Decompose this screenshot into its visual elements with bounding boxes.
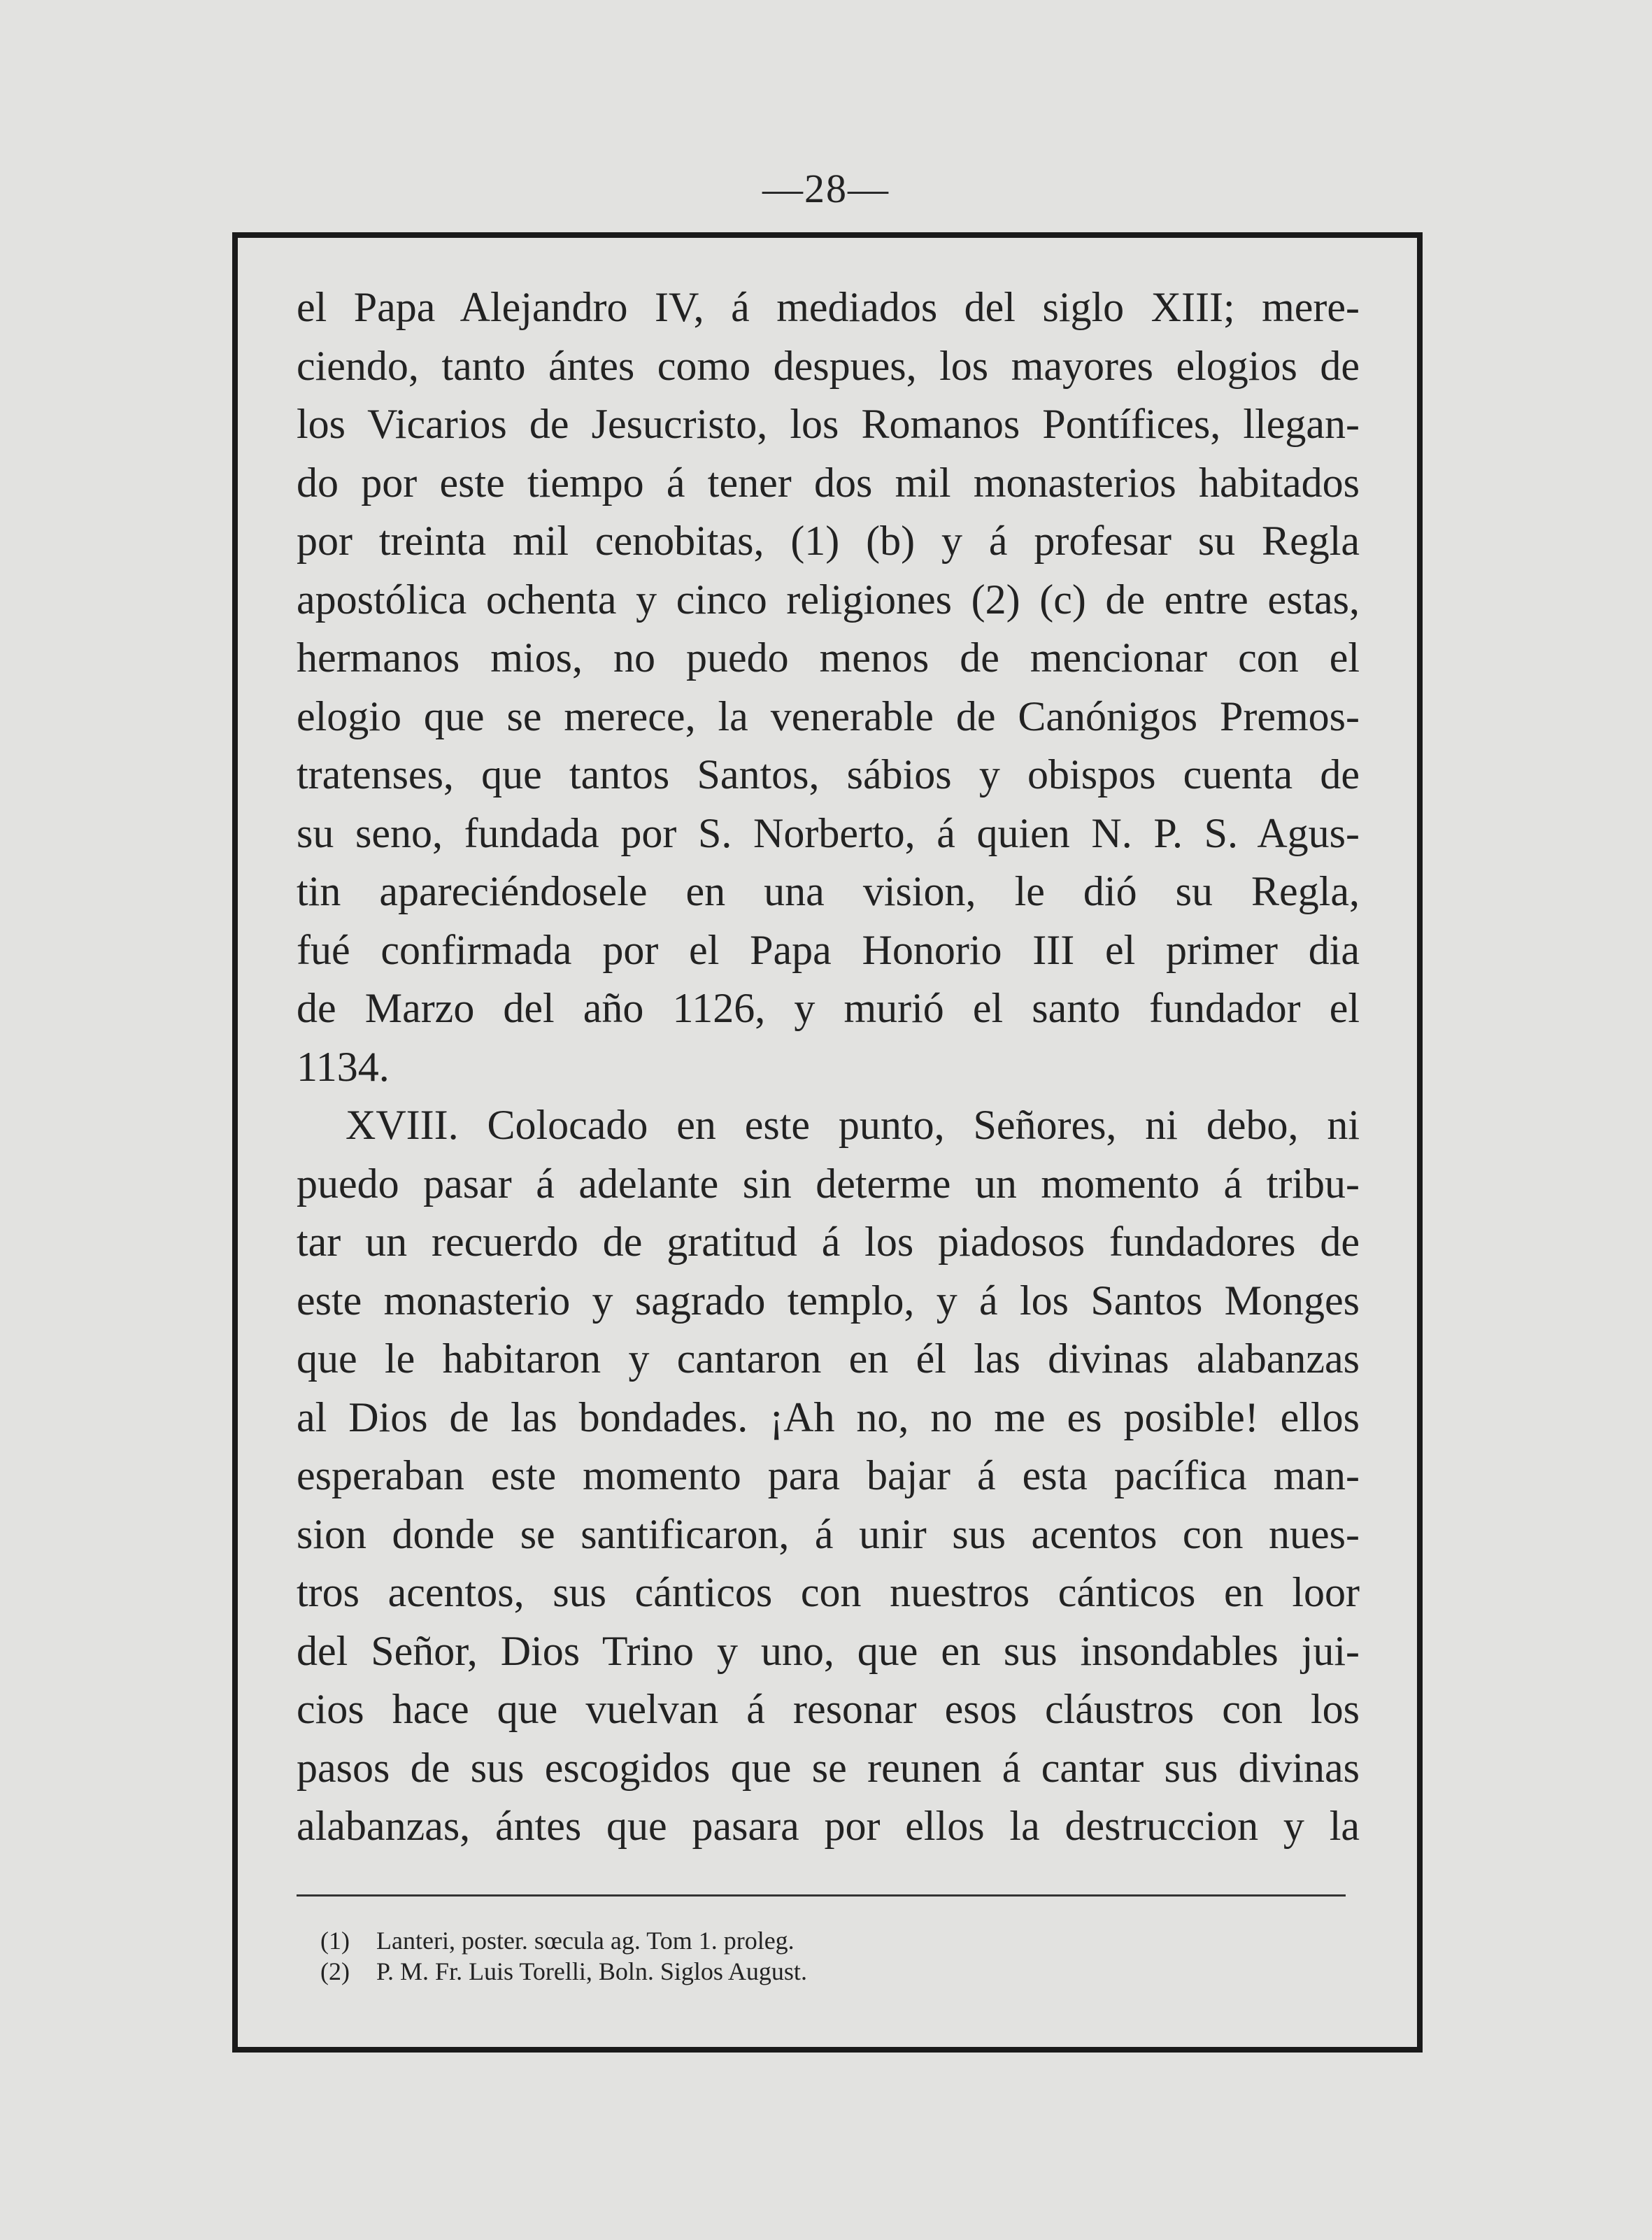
text-line: esperaban este momento para bajar á esta pacífica man- [297,1452,1360,1498]
text-line: pasos de sus escogidos que se reunen á cantar sus divinas [297,1744,1360,1791]
text-line: 1134. [297,1043,390,1090]
text-line: al Dios de las bondades. ¡Ah no, no me es posible! ellos [297,1394,1360,1440]
body-text [297,278,1360,1856]
footnote-2 [320,1956,807,1987]
text-line: del Señor, Dios Trino y uno, que en sus insondables jui- [297,1627,1360,1674]
footnotes [320,1925,807,1987]
text-line: tratenses, que tantos Santos, sábios y obispos cuenta de [297,751,1360,798]
text-line: fué confirmada por el Papa Honorio III el primer dia [297,926,1360,973]
text-line: hermanos mios, no puedo menos de mencionar con el [297,635,1360,681]
text-line: do por este tiempo á tener dos mil monasterios habitados [297,459,1360,506]
text-line: elogio que se merece, la venerable de Canónigos Premos- [297,693,1360,739]
text-line: su seno, fundada por S. Norberto, á quien N. P. S. Agus- [297,809,1360,856]
footnote-text: Lanteri, poster. sœcula ag. Tom 1. proleg. [376,1927,795,1955]
text-line: tin apareciéndosele en una vision, le dió su Regla, [297,868,1360,914]
text-line: apostólica ochenta y cinco religiones (2) (c) de entre estas, [297,576,1360,623]
text-line: alabanzas, ántes que pasara por ellos la destruccion y la [297,1803,1360,1849]
text-line: tar un recuerdo de gratitud á los piadosos fundadores de [297,1219,1360,1265]
page-number: —28— [762,166,890,211]
text-line: que le habitaron y cantaron en él las divinas alabanzas [297,1335,1360,1382]
text-line: puedo pasar á adelante sin determe un momento á tribu- [297,1160,1360,1207]
footnote-mark: (1) [320,1927,350,1955]
text-line: ciendo, tanto ántes como despues, los mayores elogios de [297,342,1360,389]
footnote-mark: (2) [320,1957,350,1985]
text-line: tros acentos, sus cánticos con nuestros cánticos en loor [297,1569,1360,1615]
text-line: este monasterio y sagrado templo, y á los Santos Monges [297,1277,1360,1324]
text-line: cios hace que vuelvan á resonar esos cláustros con los [297,1686,1360,1732]
section-xviii-start: XVIII. Colocado en este punto, Señores, ni debo, ni [346,1102,1360,1148]
text-line: de Marzo del año 1126, y murió el santo fundador el [297,985,1360,1031]
footnote-1 [320,1925,807,1956]
text-line: el Papa Alejandro IV, á mediados del siglo XIII; mere- [297,284,1360,330]
text-line: sion donde se santificaron, á unir sus acentos con nues- [297,1510,1360,1557]
text-line: por treinta mil cenobitas, (1) (b) y á profesar su Regla [297,518,1360,564]
footnote-text: P. M. Fr. Luis Torelli, Boln. Siglos August. [376,1957,807,1985]
text-line: los Vicarios de Jesucristo, los Romanos Pontífices, llegan- [297,401,1360,447]
footnote-divider [297,1894,1346,1897]
